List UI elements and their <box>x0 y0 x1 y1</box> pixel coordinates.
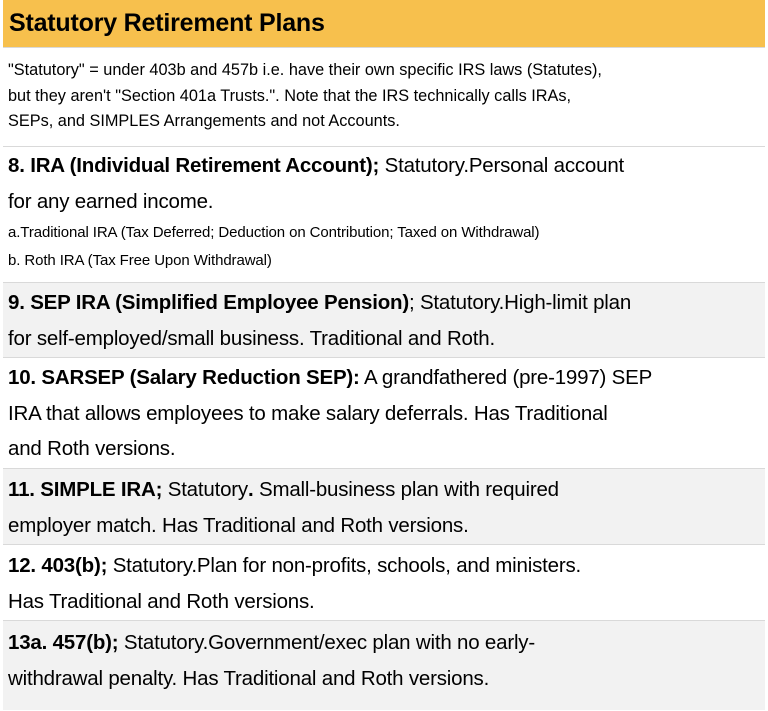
plan-desc-sep-2: for self-employed/small business. Traditional and Roth. <box>8 326 495 350</box>
plan-desc-457b-2: withdrawal penalty. Has Traditional and Roth versions. <box>8 666 490 690</box>
plan-desc-simple-1c: Small-business plan with required <box>253 478 559 501</box>
plan-desc-sep-1: ; Statutory.High-limit plan <box>408 291 632 314</box>
plan-title-simple-ira: 11. SIMPLE IRA; <box>8 478 163 501</box>
plan-row-simple-line-1 <box>8 472 759 508</box>
intro-line-1: "Statutory" = under 403b and 457b i.e. have their own specific IRS laws (Statutes), <box>8 61 602 79</box>
plan-title-sarsep: 10. SARSEP (Salary Reduction SEP): <box>8 366 360 389</box>
plan-title-ira: 8. IRA (Individual Retirement Account); <box>8 154 380 177</box>
plan-row-457b[interactable] <box>3 621 765 710</box>
spreadsheet <box>3 0 765 711</box>
plan-row-sep-line-1 <box>8 285 759 321</box>
ira-subtype-traditional: a.Traditional IRA (Tax Deferred; Deduction on Contribution; Taxed on Withdrawal) <box>8 224 540 241</box>
plan-row-sarsep[interactable] <box>3 358 765 469</box>
plan-desc-simple-2: employer match. Has Traditional and Roth versions. <box>8 513 469 537</box>
plan-desc-sarsep-2: IRA that allows employees to make salary deferrals. Has Traditional <box>8 401 608 425</box>
plan-desc-simple-1b: . <box>247 478 254 501</box>
sheet-header[interactable] <box>3 0 765 48</box>
intro-line-3: SEPs, and SIMPLES Arrangements and not Accounts. <box>8 112 400 130</box>
plan-row-sep-ira[interactable] <box>3 283 765 358</box>
intro-cell[interactable] <box>3 48 765 147</box>
plan-desc-ira-2: for any earned income. <box>8 189 214 213</box>
plan-row-sarsep-line-1 <box>8 360 759 396</box>
plan-title-457b: 13a. 457(b); <box>8 631 119 654</box>
plan-title-403b: 12. 403(b); <box>8 554 108 577</box>
plan-desc-457b-1: Statutory.Government/exec plan with no early- <box>118 631 535 654</box>
plan-row-403b-line-1 <box>8 548 759 584</box>
ira-subtypes <box>8 219 759 275</box>
page-title: Statutory Retirement Plans <box>9 9 325 37</box>
plan-row-457b-line-1 <box>8 625 759 661</box>
ira-subtype-roth: b. Roth IRA (Tax Free Upon Withdrawal) <box>8 252 272 269</box>
intro-line-2: but they aren't "Section 401a Trusts.". Note that the IRS technically calls IRAs, <box>8 86 572 105</box>
plan-desc-simple-1a: Statutory <box>162 478 248 501</box>
plan-desc-sarsep-1: A grandfathered (pre-1997) SEP <box>359 366 653 389</box>
plan-row-ira[interactable] <box>3 147 765 283</box>
plan-desc-403b-2: Has Traditional and Roth versions. <box>8 589 315 613</box>
plan-desc-sarsep-3: and Roth versions. <box>8 437 176 460</box>
plan-title-sep-ira: 9. SEP IRA (Simplified Employee Pension) <box>8 291 409 314</box>
plan-row-ira-line-1 <box>8 148 759 184</box>
plan-desc-ira-1: Statutory.Personal account <box>379 154 625 177</box>
plan-row-simple-ira[interactable] <box>3 469 765 545</box>
plan-row-403b[interactable] <box>3 545 765 621</box>
plan-desc-403b-1: Statutory.Plan for non-profits, schools, and ministers. <box>107 554 582 577</box>
